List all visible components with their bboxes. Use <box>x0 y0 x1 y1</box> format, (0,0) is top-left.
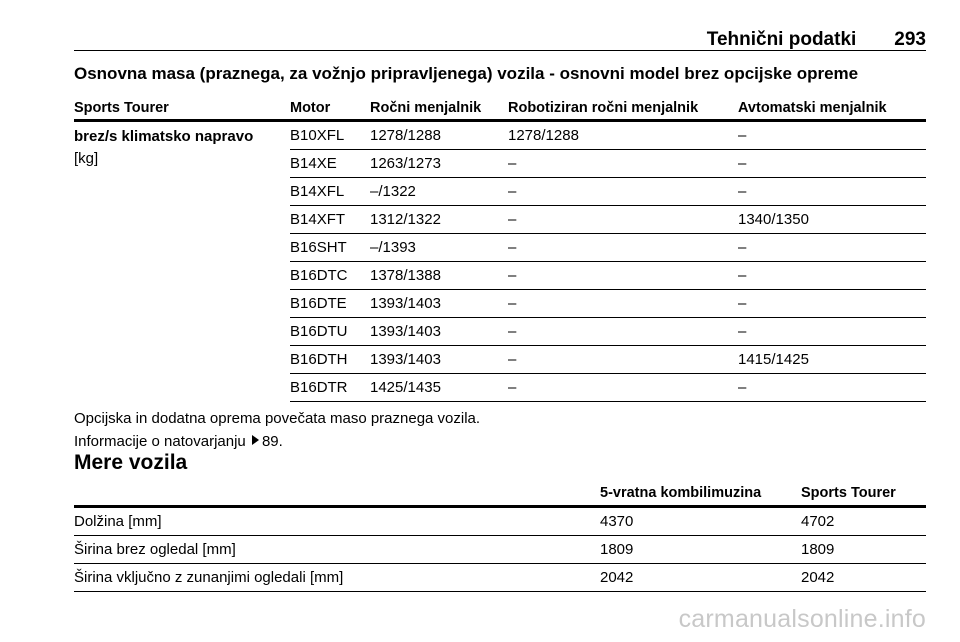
mass-table-header <box>74 96 926 121</box>
page-header <box>74 28 926 51</box>
manual-cell: 1278/1288 <box>370 121 508 150</box>
page-reference-arrow-icon <box>252 435 259 445</box>
engine-cell: B10XFL <box>290 121 370 150</box>
loading-info-text: Informacije o natovarjanju <box>74 433 246 450</box>
col-header-robotized: Robotiziran ročni menjalnik <box>508 96 738 121</box>
automatic-cell: – <box>738 178 926 206</box>
manual-cell: 1263/1273 <box>370 150 508 178</box>
mass-table-body <box>74 121 926 402</box>
sports-tourer-value: 4702 <box>801 507 926 536</box>
robotized-cell: – <box>508 318 738 346</box>
loading-info-note <box>74 433 283 450</box>
manual-cell: 1393/1403 <box>370 318 508 346</box>
robotized-cell: 1278/1288 <box>508 121 738 150</box>
manual-cell: 1378/1388 <box>370 262 508 290</box>
dimensions-table <box>74 481 926 592</box>
page-number: 293 <box>894 29 926 50</box>
engine-cell: B14XFT <box>290 206 370 234</box>
automatic-cell: – <box>738 234 926 262</box>
row-label-unit: [kg] <box>74 150 99 167</box>
loading-info-link[interactable]: 89. <box>261 433 283 450</box>
engine-cell: B16DTR <box>290 374 370 402</box>
engine-cell: B16DTE <box>290 290 370 318</box>
table-row <box>74 121 926 150</box>
mass-table <box>74 96 926 402</box>
table-row <box>74 564 926 592</box>
mass-heading: Osnovna masa (praznega, za vožnjo pripravljenega) vozila - osnovni model brez opcijske opreme <box>74 64 859 83</box>
robotized-cell: – <box>508 346 738 374</box>
automatic-cell: – <box>738 262 926 290</box>
robotized-cell: – <box>508 374 738 402</box>
manual-cell: 1393/1403 <box>370 290 508 318</box>
robotized-cell: – <box>508 206 738 234</box>
robotized-cell: – <box>508 150 738 178</box>
dimension-label: Dolžina [mm] <box>74 507 600 536</box>
table-row <box>74 507 926 536</box>
col-header-manual: Ročni menjalnik <box>370 96 508 121</box>
dimensions-heading: Mere vozila <box>74 451 188 474</box>
engine-cell: B16DTH <box>290 346 370 374</box>
col-header-hatchback: 5-vratna kombilimuzina <box>600 481 801 507</box>
col-header-sports-tourer: Sports Tourer <box>74 96 290 121</box>
robotized-cell: – <box>508 262 738 290</box>
manual-cell: 1393/1403 <box>370 346 508 374</box>
robotized-cell: – <box>508 290 738 318</box>
table-row <box>74 536 926 564</box>
automatic-cell: – <box>738 318 926 346</box>
engine-cell: B16DTC <box>290 262 370 290</box>
sports-tourer-value: 1809 <box>801 536 926 564</box>
dimension-label: Širina brez ogledal [mm] <box>74 536 600 564</box>
watermark: carmanualsonline.info <box>678 605 926 633</box>
automatic-cell: – <box>738 374 926 402</box>
hatchback-value: 4370 <box>600 507 801 536</box>
hatchback-value: 2042 <box>600 564 801 592</box>
manual-cell: –/1393 <box>370 234 508 262</box>
automatic-cell: – <box>738 290 926 318</box>
engine-cell: B14XE <box>290 150 370 178</box>
automatic-cell: – <box>738 121 926 150</box>
row-label-cell <box>74 121 290 402</box>
col-header-automatic: Avtomatski menjalnik <box>738 96 926 121</box>
page-title: Tehnični podatki <box>706 29 857 50</box>
automatic-cell: 1340/1350 <box>738 206 926 234</box>
col-header-sports-tourer: Sports Tourer <box>801 481 926 507</box>
col-header-motor: Motor <box>290 96 370 121</box>
hatchback-value: 1809 <box>600 536 801 564</box>
robotized-cell: – <box>508 234 738 262</box>
automatic-cell: 1415/1425 <box>738 346 926 374</box>
engine-cell: B16DTU <box>290 318 370 346</box>
dimension-label: Širina vključno z zunanjimi ogledali [mm] <box>74 564 600 592</box>
manual-cell: 1312/1322 <box>370 206 508 234</box>
engine-cell: B14XFL <box>290 178 370 206</box>
sports-tourer-value: 2042 <box>801 564 926 592</box>
col-header-blank <box>74 481 600 507</box>
robotized-cell: – <box>508 178 738 206</box>
manual-cell: 1425/1435 <box>370 374 508 402</box>
row-label-ac: brez/s klimatsko napravo <box>74 128 254 145</box>
mass-note: Opcijska in dodatna oprema povečata maso praznega vozila. <box>74 410 481 427</box>
manual-cell: –/1322 <box>370 178 508 206</box>
engine-cell: B16SHT <box>290 234 370 262</box>
automatic-cell: – <box>738 150 926 178</box>
dimensions-table-header <box>74 481 926 507</box>
